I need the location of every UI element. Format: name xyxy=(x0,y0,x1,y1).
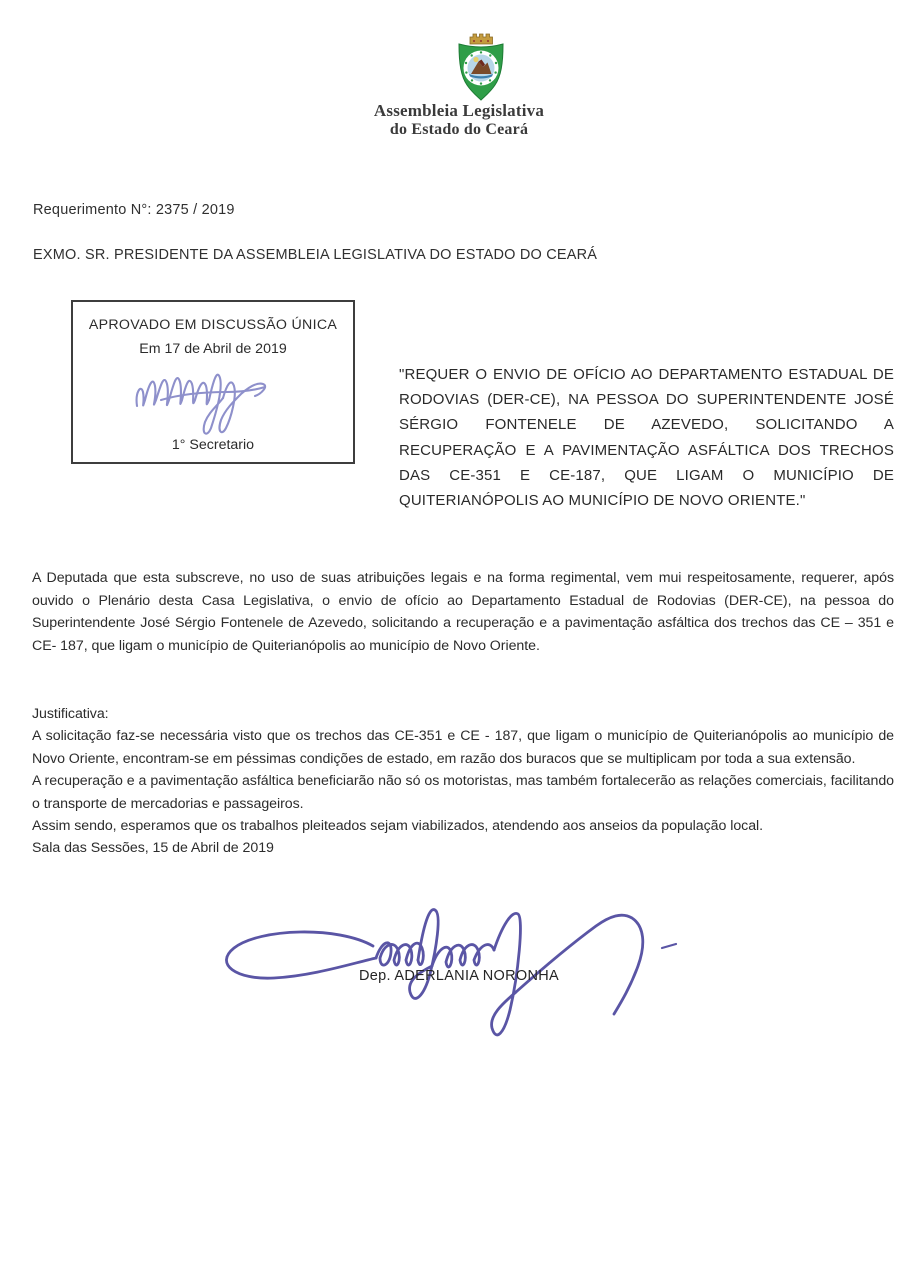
request-number: Requerimento N°: 2375 / 2019 xyxy=(33,202,235,218)
deputy-name-label: Dep. ADERLANIA NORONHA xyxy=(359,968,559,984)
approval-stamp-box xyxy=(71,300,355,464)
justification-paragraph: A solicitação faz-se necessária visto que os trechos das CE-351 e CE - 187, que ligam o município de Quiterianópolis ao município de Novo Oriente, encontram-se em péssimas condições de estado, em razão dos buracos que se multiplicam por toda a sua extensão. xyxy=(32,728,894,767)
crown-shape xyxy=(470,34,493,44)
org-name-line1: Assembleia Legislativa xyxy=(373,101,545,120)
secretary-signature xyxy=(131,354,281,438)
stamp-approved-line: APROVADO EM DISCUSSÃO ÚNICA xyxy=(88,317,338,333)
org-name-line2: do Estado do Ceará xyxy=(389,121,529,138)
justification-paragraph: Assim sendo, esperamos que os trabalhos pleiteados sejam viabilizados, atendendo aos anseios da população local. xyxy=(32,818,764,835)
justification-heading: Justificativa: xyxy=(32,706,109,722)
place-date-line: Sala das Sessões, 15 de Abril de 2019 xyxy=(32,840,274,857)
deputy-signature xyxy=(218,886,688,1046)
request-quote: "REQUER O ENVIO DE OFÍCIO AO DEPARTAMENTO ESTADUAL DE RODOVIAS (DER-CE), NA PESSOA DO SUPERINTENDENTE JOSÉ SÉRGIO FONTENELE DE AZEVEDO, SOLICITANDO A RECUPERAÇÃO E A PAVIMENTAÇÃO ASFÁLTICA DOS TRECHOS DAS CE-351 E CE-187, QUE LIGAM O MUNICÍPIO DE QUITERIANÓPOLIS AO MUNICÍPIO DE NOVO ORIENTE." xyxy=(399,366,894,510)
addressee-line: EXMO. SR. PRESIDENTE DA ASSEMBLEIA LEGISLATIVA DO ESTADO DO CEARÁ xyxy=(33,247,598,263)
org-name xyxy=(0,101,918,139)
stamp-date-line: Em 17 de Abril de 2019 xyxy=(139,341,287,357)
justification-paragraph: A recuperação e a pavimentação asfáltica beneficiarão não só os motoristas, mas também fortalecerão as relações comerciais, facilitando o transporte de mercadorias e passageiros. xyxy=(32,773,894,812)
justification-section xyxy=(32,703,894,860)
stamp-role-label: 1° Secretario xyxy=(171,437,255,453)
ceara-coat-of-arms-icon xyxy=(452,30,510,102)
body-paragraph: A Deputada que esta subscreve, no uso de suas atribuições legais e na forma regimental, vem mui respeitosamente, requerer, após ouvido o Plenário desta Casa Legislativa, o envio de ofício ao Departamento Estadual de Rodovias (DER-CE), na pessoa do Superintendente José Sérgio Fontenele de Azevedo, solicitando a recuperação e a pavimentação asfáltica dos trechos das CE – 351 e CE- 187, que ligam o município de Quiterianópolis ao município de Novo Oriente. xyxy=(32,570,894,654)
